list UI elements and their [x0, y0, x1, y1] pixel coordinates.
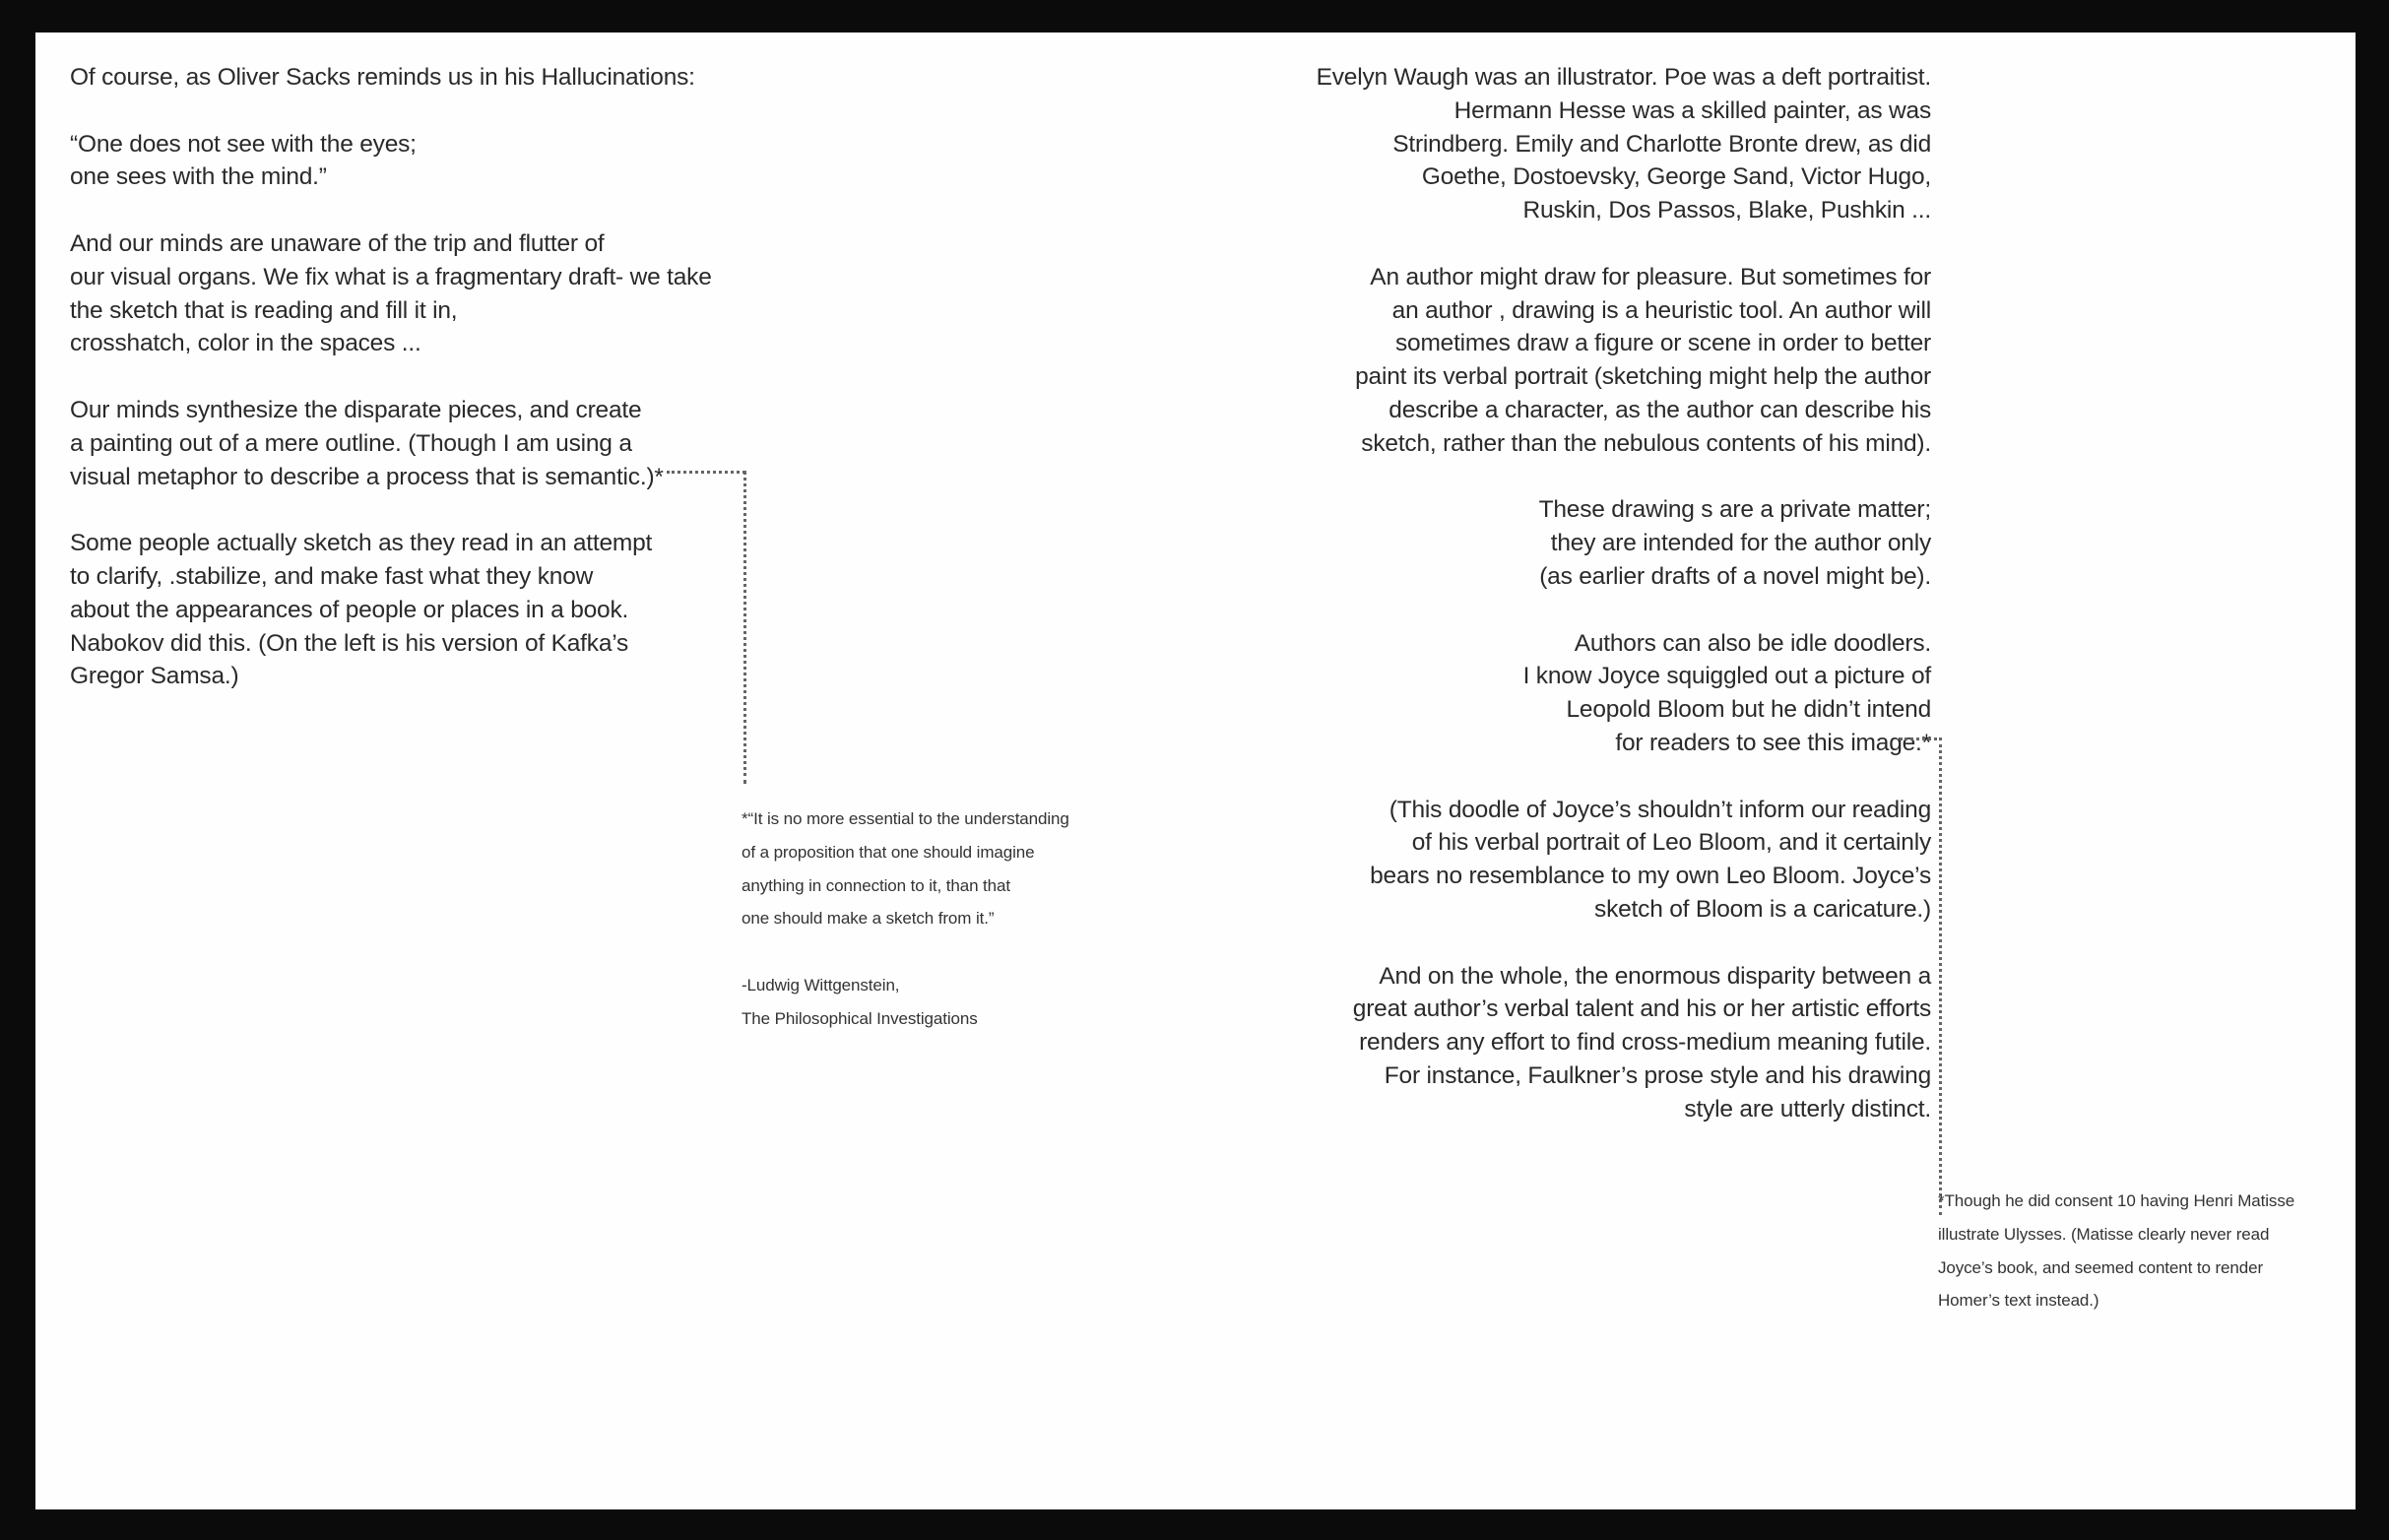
text-line: renders any effort to find cross-medium meaning futile. — [1359, 1029, 1931, 1057]
text-line: one sees with the mind.” — [70, 163, 327, 191]
footnote-matisse — [1938, 1185, 2332, 1317]
text-line: Some people actually sketch as they read in an attempt — [70, 530, 653, 557]
text-line: (This doodle of Joyce’s shouldn’t inform our reading — [1388, 796, 1931, 823]
footnote-leader-vertical — [1939, 738, 1942, 1215]
footnote-line: of a proposition that one should imagine — [742, 842, 1035, 862]
footnote-leader-vertical — [743, 471, 746, 784]
paragraph-heuristic — [1178, 261, 1931, 461]
text-line: For instance, Faulkner’s prose style and his drawing — [1384, 1061, 1931, 1089]
text-line: visual metaphor to describe a process that is semantic.)* — [70, 463, 664, 490]
text-line: for readers to see this image.* — [1615, 729, 1931, 756]
footnote-line: Homer’s text instead.) — [1938, 1291, 2099, 1311]
text-line: sketch of Bloom is a caricature.) — [1594, 895, 1931, 923]
text-line: a painting out of a mere outline. (Though I am using a — [70, 429, 632, 457]
text-line: An author might draw for pleasure. But sometimes for — [1370, 263, 1931, 290]
paragraph-doodlers — [1178, 627, 1931, 760]
footnote-line: illustrate Ulysses. (Matisse clearly never read — [1938, 1224, 2270, 1244]
text-line: Leopold Bloom but he didn’t intend — [1566, 696, 1931, 724]
text-line: Of course, as Oliver Sacks reminds us in his Hallucinations: — [70, 64, 695, 91]
footnote-line: *“It is no more essential to the understanding — [742, 809, 1069, 828]
text-line: to clarify, .stabilize, and make fast what they know — [70, 562, 594, 590]
left-column — [70, 61, 779, 727]
text-line: Authors can also be idle doodlers. — [1574, 629, 1931, 657]
footnote-line: Joyce’s book, and seemed content to render — [1938, 1257, 2264, 1277]
paragraph-sacks-quote — [70, 128, 779, 195]
paragraph-illustrators — [1178, 61, 1931, 227]
paragraph-synthesize — [70, 394, 779, 493]
footnote-wittgenstein — [742, 802, 1135, 1036]
paragraph-nabokov — [70, 527, 779, 693]
footnote-line: *Though he did consent 10 having Henri Matisse — [1938, 1191, 2295, 1210]
text-line: great author’s verbal talent and his or her artistic efforts — [1352, 995, 1931, 1023]
text-line: (as earlier drafts of a novel might be). — [1539, 562, 1931, 590]
text-line: sketch, rather than the nebulous contents of his mind). — [1361, 429, 1931, 457]
text-line: they are intended for the author only — [1550, 530, 1931, 557]
text-line: These drawing s are a private matter; — [1538, 496, 1931, 524]
text-line: crosshatch, color in the spaces ... — [70, 330, 421, 357]
text-line: describe a character, as the author can describe his — [1388, 396, 1931, 423]
text-line: of his verbal portrait of Leo Bloom, and it certainly — [1411, 829, 1931, 857]
text-line: Ruskin, Dos Passos, Blake, Pushkin ... — [1522, 197, 1931, 225]
footnote-attribution: -Ludwig Wittgenstein, — [742, 975, 900, 995]
text-line: “One does not see with the eyes; — [70, 130, 417, 158]
paragraph-disparity — [1178, 960, 1931, 1126]
text-line: the sketch that is reading and fill it in, — [70, 296, 458, 324]
text-line: paint its verbal portrait (sketching might help the author — [1355, 363, 1931, 391]
text-line: I know Joyce squiggled out a picture of — [1522, 663, 1931, 690]
text-line: And on the whole, the enormous disparity between a — [1379, 962, 1931, 990]
paragraph-sacks-intro — [70, 61, 779, 95]
footnote-spacer — [742, 935, 1135, 969]
text-line: bears no resemblance to my own Leo Bloom. Joyce’s — [1370, 863, 1931, 890]
text-line: style are utterly distinct. — [1684, 1095, 1931, 1123]
text-line: our visual organs. We fix what is a fragmentary draft- we take — [70, 263, 712, 290]
footnote-line: anything in connection to it, than that — [742, 875, 1011, 895]
text-line: And our minds are unaware of the trip and flutter of — [70, 229, 605, 257]
text-line: Gregor Samsa.) — [70, 663, 239, 690]
text-line: Nabokov did this. (On the left is his version of Kafka’s — [70, 629, 629, 657]
text-line: Evelyn Waugh was an illustrator. Poe was a deft portraitist. — [1316, 64, 1931, 91]
footnote-leader-horizontal — [1900, 738, 1942, 740]
footnote-attribution: The Philosophical Investigations — [742, 1008, 978, 1028]
text-line: about the appearances of people or places in a book. — [70, 596, 629, 623]
text-line: an author , drawing is a heuristic tool. An author will — [1391, 296, 1931, 324]
footnote-leader-horizontal — [667, 471, 745, 474]
paragraph-visual-organs — [70, 227, 779, 360]
text-line: sometimes draw a figure or scene in order to better — [1394, 330, 1931, 357]
text-line: Our minds synthesize the disparate pieces, and create — [70, 396, 642, 423]
right-column — [1178, 61, 1931, 1159]
paragraph-private-matter — [1178, 493, 1931, 593]
text-line: Goethe, Dostoevsky, George Sand, Victor Hugo, — [1421, 163, 1931, 191]
footnote-line: one should make a sketch from it.” — [742, 909, 995, 929]
text-line: Hermann Hesse was a skilled painter, as was — [1453, 96, 1931, 124]
text-line: Strindberg. Emily and Charlotte Bronte drew, as did — [1392, 130, 1931, 158]
book-spread — [35, 32, 2356, 1509]
paragraph-joyce-doodle — [1178, 794, 1931, 927]
